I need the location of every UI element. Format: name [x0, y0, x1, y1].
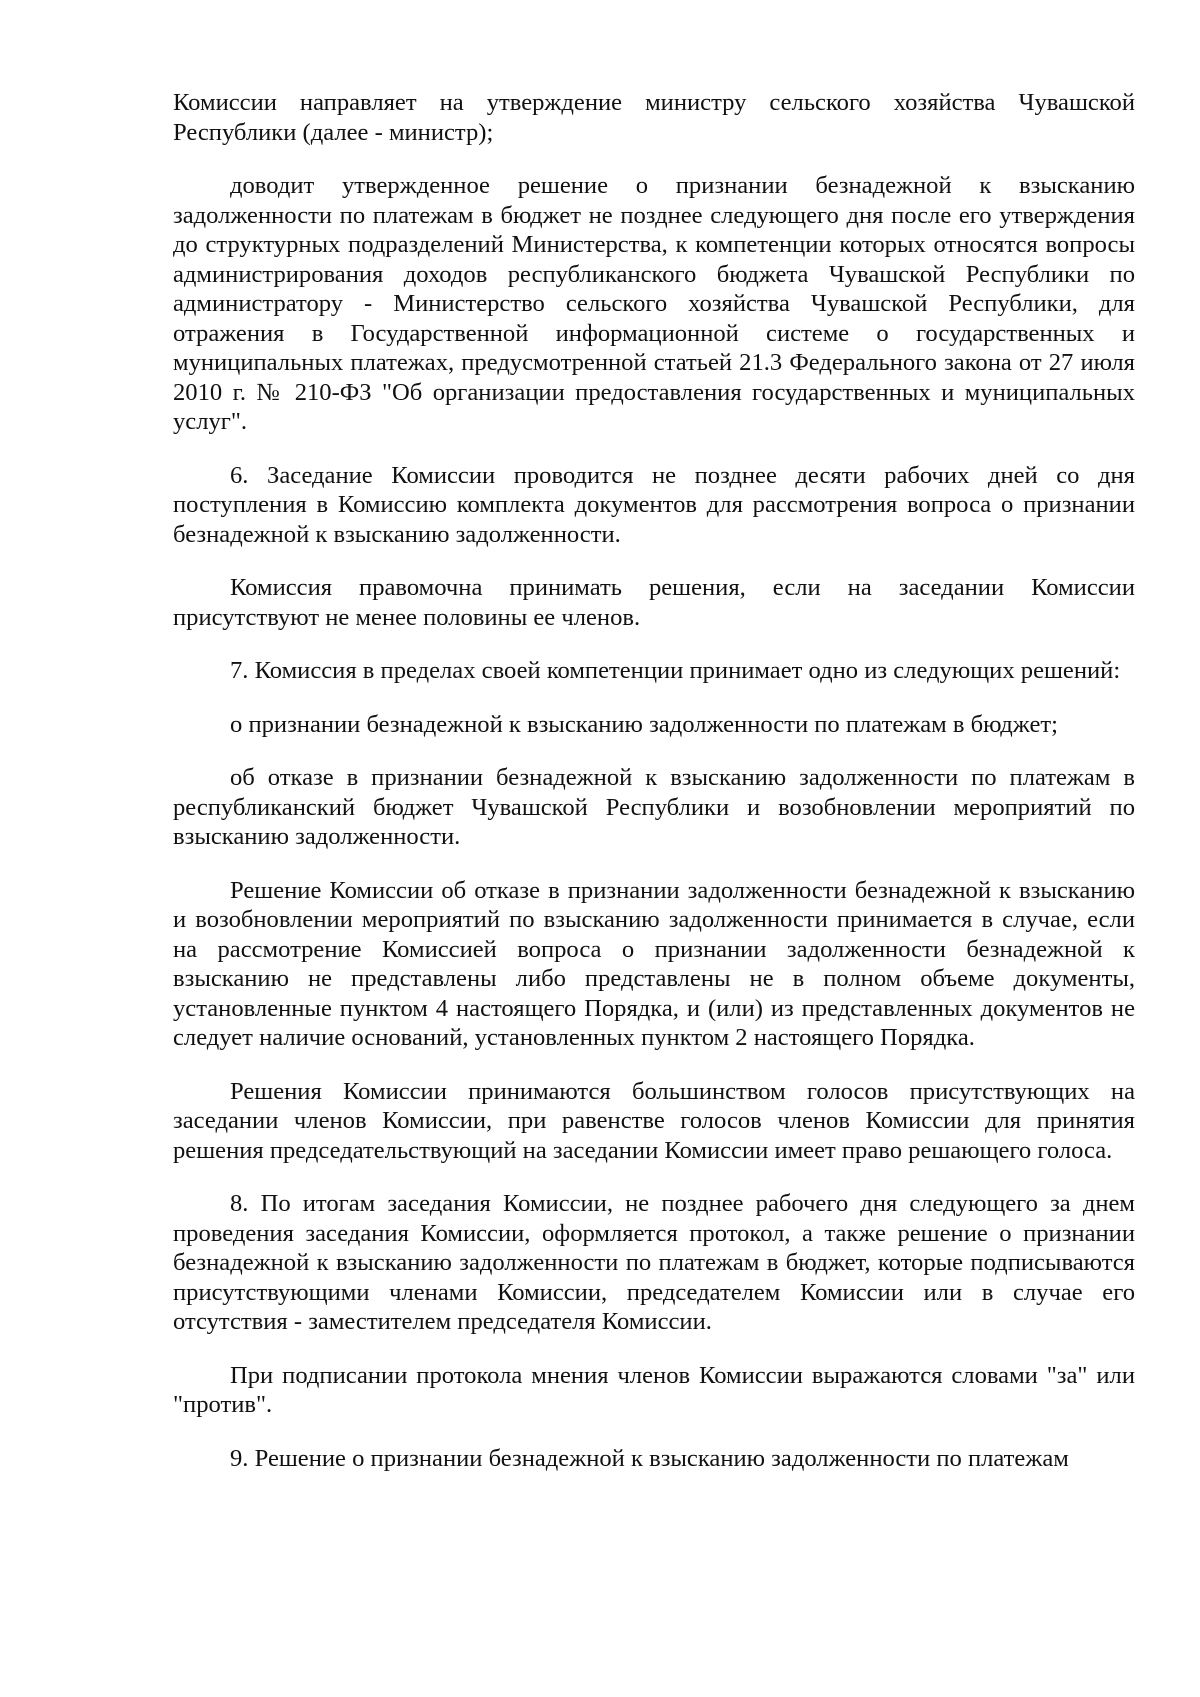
paragraph-continuation: Комиссии направляет на утверждение министру сельского хозяйства Чувашской Республики (далее - министр); [173, 89, 1135, 146]
paragraph-item-7: 7. Комиссия в пределах своей компетенции принимает одно из следующих решений: [230, 657, 1121, 684]
paragraph-quorum: Комиссия правомочна принимать решения, если на заседании Комиссии присутствуют не менее половины ее членов. [173, 574, 1135, 631]
paragraph-item-9: 9. Решение о признании безнадежной к взысканию задолженности по платежам [230, 1444, 1069, 1472]
paragraph-refusal-conditions: Решение Комиссии об отказе в признании задолженности безнадежной к взысканию и возобновлении мероприятий по взысканию задолженности принимается в случае, если на рассмотрение Комиссией вопроса о признании задолженности безнадежной к взысканию не представлены либо представлены не в полном объеме документы, установленные пунктом 4 настоящего Порядка, и (или) из представленных документов не следует наличие оснований, установленных пунктом 2 настоящего Порядка. [173, 876, 1135, 1051]
paragraph-item-8: 8. По итогам заседания Комиссии, не позднее рабочего дня следующего за днем проведения заседания Комиссии, оформляется протокол, а также решение о признании безнадежной к взысканию задолженности по платежам в бюджет, которые подписываются присутствующими членами Комиссии, председателем Комиссии или в случае его отсутствия - заместителем председателя Комиссии. [173, 1190, 1135, 1335]
paragraph-communicate-decision: доводит утвержденное решение о признании безнадежной к взысканию задолженности по платежам в бюджет не позднее следующего дня после его утверждения до структурных подразделений Министерства, к компетенции которых относятся вопросы администрирования доходов республиканского бюджета Чувашской Республики по администратору - Министерство сельского хозяйства Чувашской Республики, для отражения в Государственной информационной системе о государственных и муниципальных платежах, предусмотренной статьей 21.3 Федерального закона от 27 июля 2010 г. № 210-ФЗ "Об организации предоставления государственных и муниципальных услуг". [173, 172, 1135, 435]
paragraph-decision-refuse: об отказе в признании безнадежной к взысканию задолженности по платежам в республиканский бюджет Чувашской Республики и возобновлении мероприятий по взысканию задолженности. [173, 764, 1135, 850]
document-page [173, 88, 1135, 1497]
paragraph-decision-recognize: о признании безнадежной к взысканию задолженности по платежам в бюджет; [230, 710, 1058, 738]
paragraph-signing-opinions: При подписании протокола мнения членов Комиссии выражаются словами "за" или "против". [173, 1361, 1135, 1418]
paragraph-item-6: 6. Заседание Комиссии проводится не позднее десяти рабочих дней со дня поступления в Комиссию комплекта документов для рассмотрения вопроса о признании безнадежной к взысканию задолженности. [173, 461, 1135, 548]
paragraph-majority-vote: Решения Комиссии принимаются большинством голосов присутствующих на заседании членов Комиссии, при равенстве голосов членов Комиссии для принятия решения председательствующий на заседании Комиссии имеет право решающего голоса. [173, 1077, 1135, 1164]
